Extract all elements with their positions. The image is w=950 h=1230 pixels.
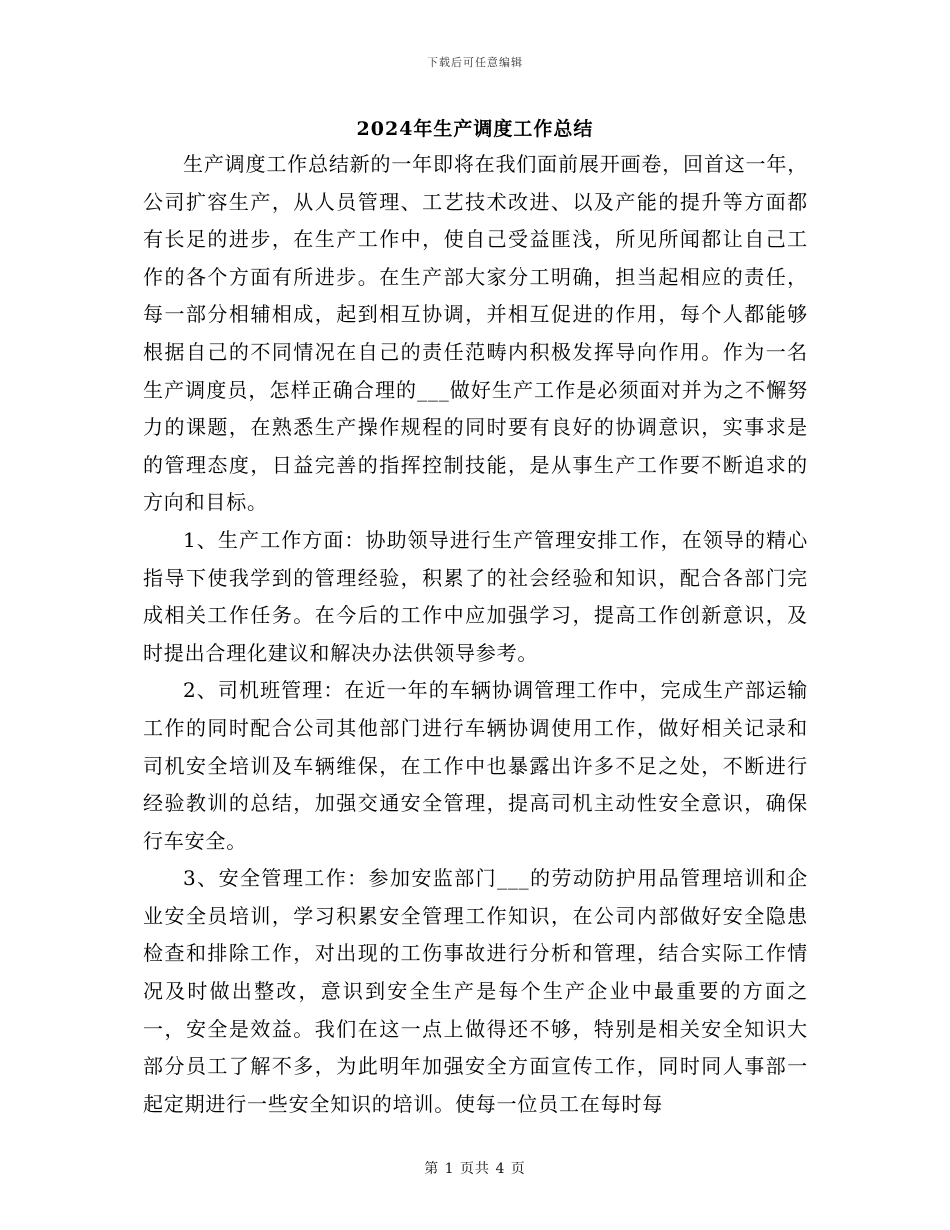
paragraph-production: 1、生产工作方面：协助领导进行生产管理安排工作，在领导的精心指导下使我学到的管理经验，积累了的社会经验和知识，配合各部门完成相关工作任务。在今后的工作中应加强学习，提高工作创新意识，及时提出合理化建议和解决办法供领导参考。: [143, 527, 808, 665]
paragraph-safety: 3、安全管理工作：参加安监部门___的劳动防护用品管理培训和企业安全员培训，学习积累安全管理工作知识，在公司内部做好安全隐患检查和排除工作，对出现的工伤事故进行分析和管理，结合实际工作情况及时做出整改，意识到安全生产是每个生产企业中最重要的方面之一，安全是效益。我们在这一点上做得还不够，特别是相关安全知识大部分员工了解不多，为此明年加强安全方面宣传工作，同时同人事部一起定期进行一些安全知识的培训。使每一位员工在每时每: [143, 866, 808, 1116]
document-body: [143, 146, 808, 1123]
header-note: 下载后可任意编辑: [427, 56, 523, 69]
paragraph-driver-team: 2、司机班管理：在近一年的车辆协调管理工作中，完成生产部运输工作的同时配合公司其他部门进行车辆协调使用工作，做好相关记录和司机安全培训及车辆维保，在工作中也暴露出许多不足之处，不断进行经验教训的总结，加强交通安全管理，提高司机主动性安全意识，确保行车安全。: [143, 678, 808, 853]
page-number: 第 1 页共 4 页: [424, 1161, 526, 1177]
document-title: 2024年生产调度工作总结: [356, 118, 594, 140]
paragraph-intro: 生产调度工作总结新的一年即将在我们面前展开画卷，回首这一年，公司扩容生产，从人员管理、工艺技术改进、以及产能的提升等方面都有长足的进步，在生产工作中，使自己受益匪浅，所见所闻都让自己工作的各个方面有所进步。在生产部大家分工明确，担当起相应的责任，每一部分相辅相成，起到相互协调，并相互促进的作用，每个人都能够根据自己的不同情况在自己的责任范畴内积极发挥导向作用。作为一名生产调度员，怎样正确合理的___做好生产工作是必须面对并为之不懈努力的课题，在熟悉生产操作规程的同时要有良好的协调意识，实事求是的管理态度，日益完善的指挥控制技能，是从事生产工作要不断追求的方向和目标。: [143, 152, 808, 515]
